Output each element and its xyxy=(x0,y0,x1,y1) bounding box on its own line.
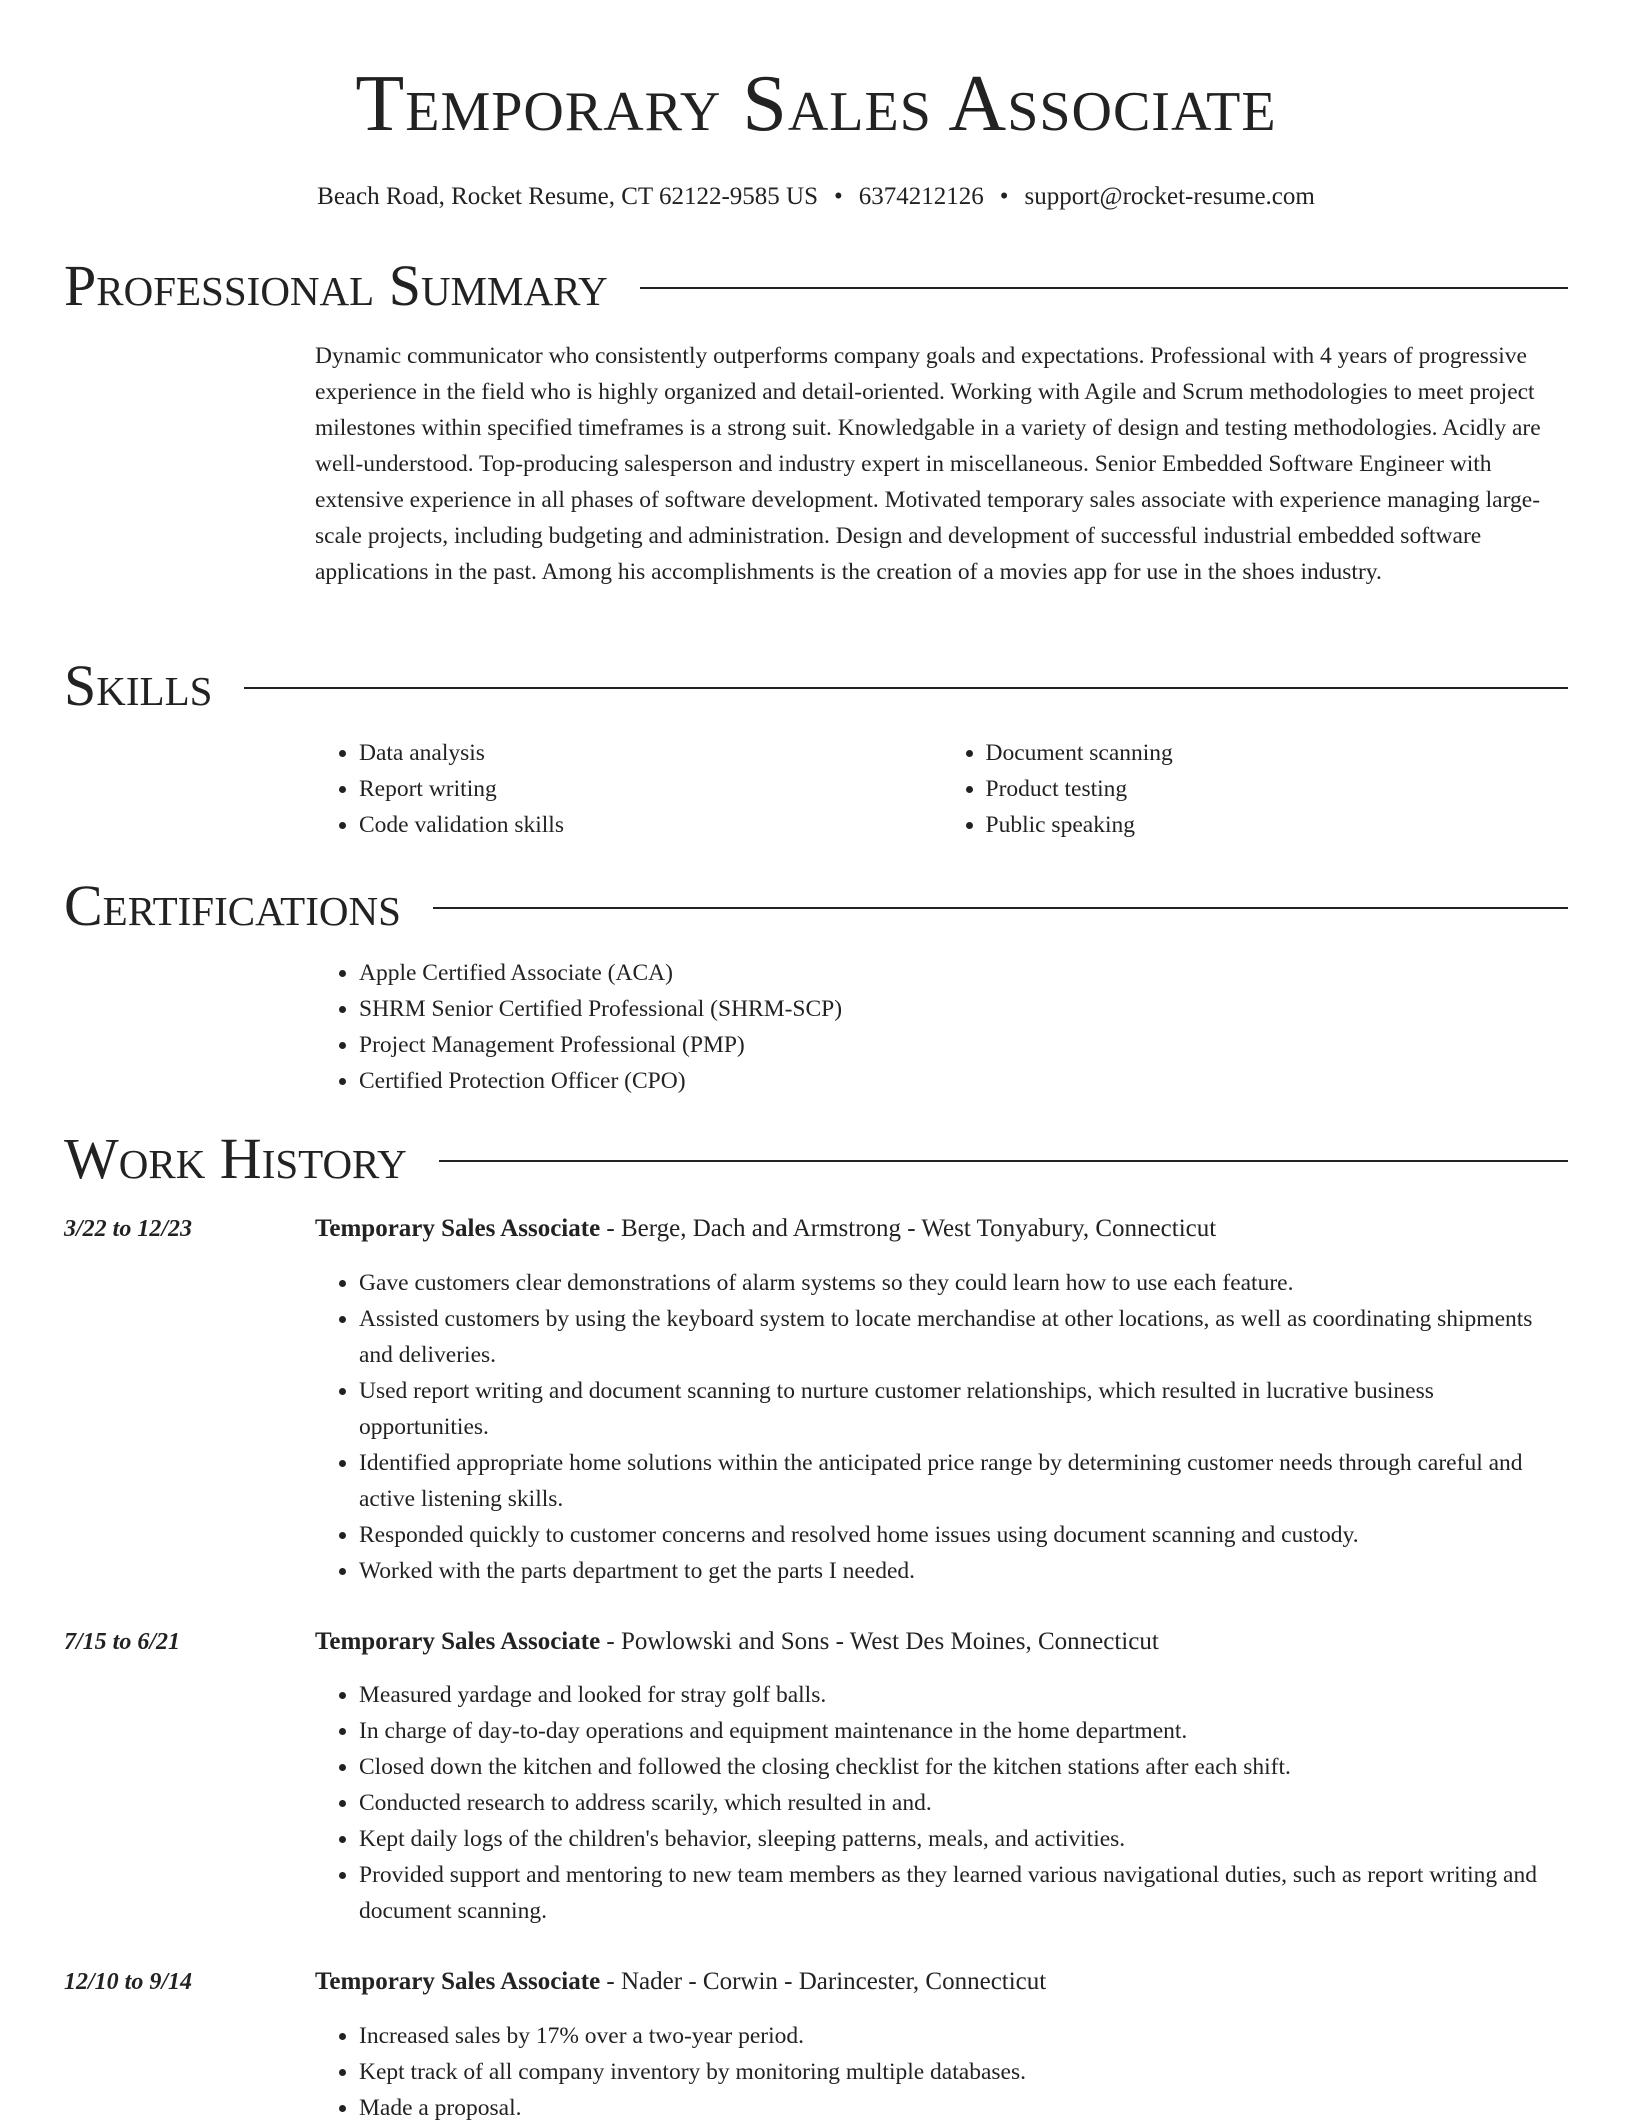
job-bullet: • Provided support and mentoring to new team members as they learned various navigational duties, such as report writing and document scanning. xyxy=(359,1857,1568,1929)
summary-section-header xyxy=(64,254,1568,318)
certifications-section-header xyxy=(64,874,1568,938)
job-bullet: • Kept track of all company inventory by monitoring multiple databases. xyxy=(359,2054,1568,2090)
job-heading xyxy=(315,1211,1216,1247)
certifications-heading: Certifications xyxy=(64,873,401,938)
job-bullets xyxy=(315,1265,1568,1589)
job-bullet: • Measured yardage and looked for stray golf balls. xyxy=(359,1677,1568,1713)
job-title: Temporary Sales Associate xyxy=(315,1628,601,1655)
job-employer: - Powlowski and Sons - West Des Moines, Connecticut xyxy=(600,1628,1159,1655)
skills-heading: Skills xyxy=(64,653,213,718)
job-bullet: • Assisted customers by using the keyboard system to locate merchandise at other locations, as well as coordinating shipments and deliveries. xyxy=(359,1301,1568,1373)
job-bullet: • Identified appropriate home solutions within the anticipated price range by determining customer needs through careful and active listening skills. xyxy=(359,1445,1568,1517)
summary-body xyxy=(315,338,1568,590)
certification-item: • Certified Protection Officer (CPO) xyxy=(359,1063,1568,1099)
contact-separator: • xyxy=(834,183,843,210)
work-heading: Work History xyxy=(64,1126,407,1191)
job-bullet: • Closed down the kitchen and followed the closing checklist for the kitchen stations after each shift. xyxy=(359,1749,1568,1785)
job-bullet: • Gave customers clear demonstrations of alarm systems so they could learn how to use each feature. xyxy=(359,1265,1568,1301)
job-bullet: • Responded quickly to customer concerns and resolved home issues using document scanning and custody. xyxy=(359,1517,1568,1553)
job-bullet: • Made a proposal. xyxy=(359,2090,1568,2126)
job-bullet: • Kept daily logs of the children's behavior, sleeping patterns, meals, and activities. xyxy=(359,1821,1568,1857)
contact-phone: 6374212126 xyxy=(858,183,984,210)
job-bullet: • Conducted research to address scarily, which resulted in and. xyxy=(359,1785,1568,1821)
skill-item: • Product testing xyxy=(986,771,1569,807)
certification-item: • Apple Certified Associate (ACA) xyxy=(359,955,1568,991)
section-rule xyxy=(439,1160,1568,1162)
job-employer: - Nader - Corwin - Darincester, Connecticut xyxy=(600,1968,1047,1995)
job-heading xyxy=(315,1624,1159,1660)
job-dates: 12/10 to 9/14 xyxy=(64,1969,193,1995)
skill-item: • Code validation skills xyxy=(359,807,942,843)
contact-separator: • xyxy=(999,183,1009,210)
job-heading xyxy=(315,1964,1046,2000)
job-dates: 3/22 to 12/23 xyxy=(64,1216,193,1242)
resume-name: Temporary Sales Associate xyxy=(355,60,1277,148)
work-section-header xyxy=(64,1127,1568,1191)
section-rule xyxy=(433,907,1568,909)
certification-item: • Project Management Professional (PMP) xyxy=(359,1027,1568,1063)
skills-list xyxy=(315,735,1568,843)
job-dates: 7/15 to 6/21 xyxy=(64,1629,181,1655)
skill-item: • Report writing xyxy=(359,771,942,807)
job-bullet: • Increased sales by 17% over a two-year period. xyxy=(359,2018,1568,2054)
contact-email: support@rocket-resume.com xyxy=(1024,183,1315,210)
job-bullet: • Used report writing and document scanning to nurture customer relationships, which resulted in lucrative business opportunities. xyxy=(359,1373,1568,1445)
contact-address: Beach Road, Rocket Resume, CT 62122-9585 US xyxy=(317,183,819,210)
certification-item: • SHRM Senior Certified Professional (SHRM-SCP) xyxy=(359,991,1568,1027)
job-bullet: • In charge of day-to-day operations and equipment maintenance in the home department. xyxy=(359,1713,1568,1749)
job-bullets xyxy=(315,2018,1568,2126)
skills-column-left xyxy=(315,735,942,843)
skills-section-header xyxy=(64,654,1568,718)
job-employer: - Berge, Dach and Armstrong - West Tonyabury, Connecticut xyxy=(600,1215,1217,1242)
job-bullet: • Worked with the parts department to get the parts I needed. xyxy=(359,1553,1568,1589)
skills-column-right xyxy=(942,735,1569,843)
section-rule xyxy=(244,687,1568,689)
skill-item: • Public speaking xyxy=(986,807,1569,843)
certifications-list xyxy=(315,955,1568,1099)
contact-line xyxy=(0,182,1632,212)
job-bullets xyxy=(315,1677,1568,1929)
skill-item: • Data analysis xyxy=(359,735,942,771)
job-title: Temporary Sales Associate xyxy=(315,1968,601,1995)
section-rule xyxy=(640,287,1568,289)
summary-text: Dynamic communicator who consistently outperforms company goals and expectations. Professional with 4 years of progressive experience in the field who is highly organized and detail-oriented. Working with Agile and Scrum methodologies to meet project milestones within specified timeframes is a strong suit. Knowledgable in a variety of design and testing methodologies. Acidly are well-understood. Top-producing salesperson and industry expert in miscellaneous. Senior Embedded Software Engineer with extensive experience in all phases of software development. Motivated temporary sales associate with experience managing large-scale projects, including budgeting and administration. Design and development of successful industrial embedded software applications in the past. Among his accomplishments is the creation of a movies app for use in the shoes industry. xyxy=(315,343,1541,585)
summary-heading: Professional Summary xyxy=(64,253,608,318)
skill-item: • Document scanning xyxy=(986,735,1569,771)
job-title: Temporary Sales Associate xyxy=(315,1215,601,1242)
